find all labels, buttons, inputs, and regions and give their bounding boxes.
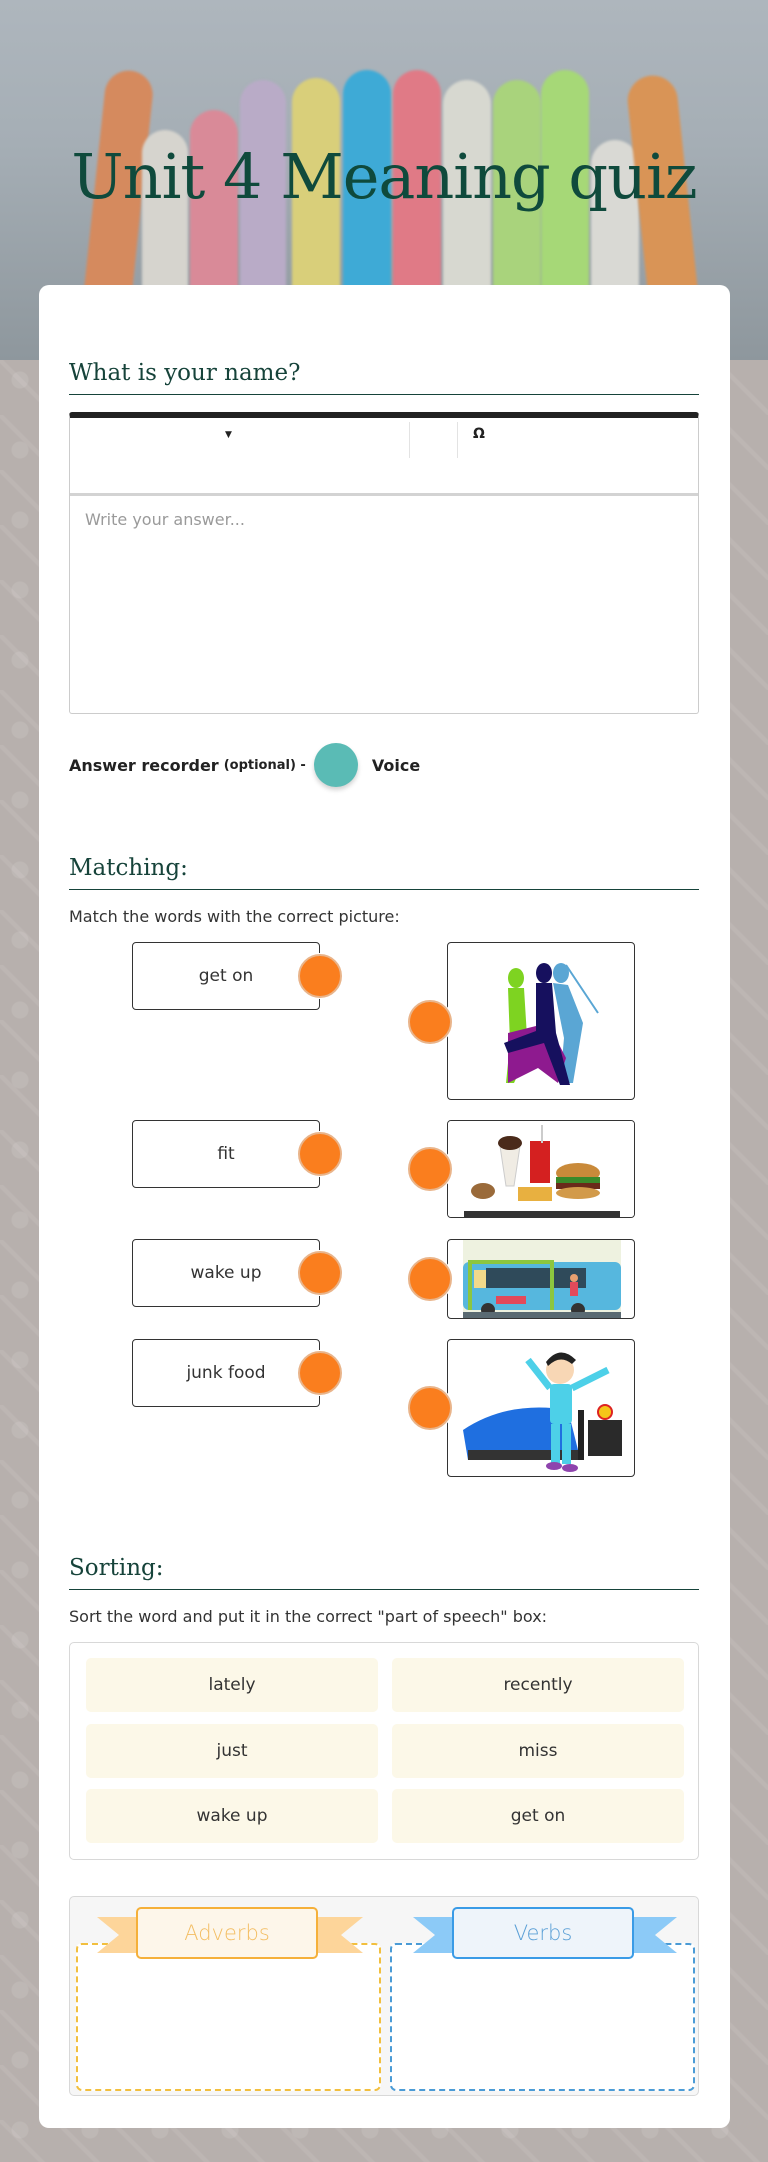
match-word-item[interactable]	[132, 942, 320, 1010]
quiz-card	[39, 285, 730, 2128]
match-word-label: junk food	[186, 1363, 266, 1383]
sorting-title: Sorting:	[69, 1555, 699, 1590]
match-word-item[interactable]	[132, 1120, 320, 1188]
page-title: Unit 4 Meaning quiz	[71, 140, 697, 213]
sort-chip[interactable]: get on	[392, 1789, 684, 1843]
match-picture-wake-up[interactable]	[447, 1339, 635, 1477]
sort-chip[interactable]: recently	[392, 1658, 684, 1712]
matching-title: Matching:	[69, 855, 699, 890]
junk-food-image	[448, 1121, 635, 1218]
match-word-item[interactable]	[132, 1239, 320, 1307]
bin-label-verbs: Verbs	[452, 1907, 634, 1959]
sorting-instruction: Sort the word and put it in the correct "part of speech" box:	[69, 1607, 548, 1626]
format-dropdown-caret-icon[interactable]: ▼	[225, 430, 232, 440]
match-connector-dot[interactable]	[298, 1132, 342, 1176]
toolbar-divider	[457, 422, 458, 458]
bin-adverbs[interactable]	[76, 1943, 381, 2091]
sort-chip[interactable]: just	[86, 1724, 378, 1778]
wake-up-image	[448, 1340, 635, 1477]
recorder-label: Answer recorder	[69, 755, 219, 775]
match-connector-dot[interactable]	[408, 1386, 452, 1430]
match-word-label: wake up	[190, 1263, 262, 1283]
matching-instruction: Match the words with the correct picture:	[69, 907, 400, 926]
match-connector-dot[interactable]	[298, 1251, 342, 1295]
match-word-item[interactable]	[132, 1339, 320, 1407]
bin-verbs[interactable]	[390, 1943, 695, 2091]
editor-toolbar	[70, 418, 698, 496]
bus-stop-image	[448, 1240, 635, 1319]
answer-recorder	[69, 743, 420, 787]
voice-label: Voice	[371, 755, 421, 775]
recorder-optional-label: (optional) -	[223, 757, 306, 773]
match-picture-junk-food[interactable]	[447, 1120, 635, 1218]
sorting-word-pool	[69, 1642, 699, 1860]
voice-record-button[interactable]	[314, 743, 358, 787]
match-connector-dot[interactable]	[408, 1257, 452, 1301]
match-picture-fitness[interactable]	[447, 942, 635, 1100]
fitness-silhouettes-image	[448, 943, 635, 1100]
match-word-label: fit	[217, 1144, 235, 1164]
name-question-title: What is your name?	[69, 360, 699, 395]
match-connector-dot[interactable]	[298, 954, 342, 998]
match-connector-dot[interactable]	[298, 1351, 342, 1395]
toolbar-divider	[409, 422, 410, 458]
match-word-label: get on	[198, 966, 254, 986]
match-connector-dot[interactable]	[408, 1000, 452, 1044]
answer-editor[interactable]	[69, 412, 699, 714]
match-picture-bus-stop[interactable]	[447, 1239, 635, 1319]
bin-label-adverbs: Adverbs	[136, 1907, 318, 1959]
special-character-icon[interactable]: Ω	[473, 426, 485, 442]
sort-chip[interactable]: lately	[86, 1658, 378, 1712]
sort-chip[interactable]: wake up	[86, 1789, 378, 1843]
match-connector-dot[interactable]	[408, 1147, 452, 1191]
sort-chip[interactable]: miss	[392, 1724, 684, 1778]
sorting-bins	[69, 1896, 699, 2096]
answer-textarea[interactable]	[70, 496, 698, 543]
answer-placeholder: Write your answer...	[85, 510, 245, 529]
